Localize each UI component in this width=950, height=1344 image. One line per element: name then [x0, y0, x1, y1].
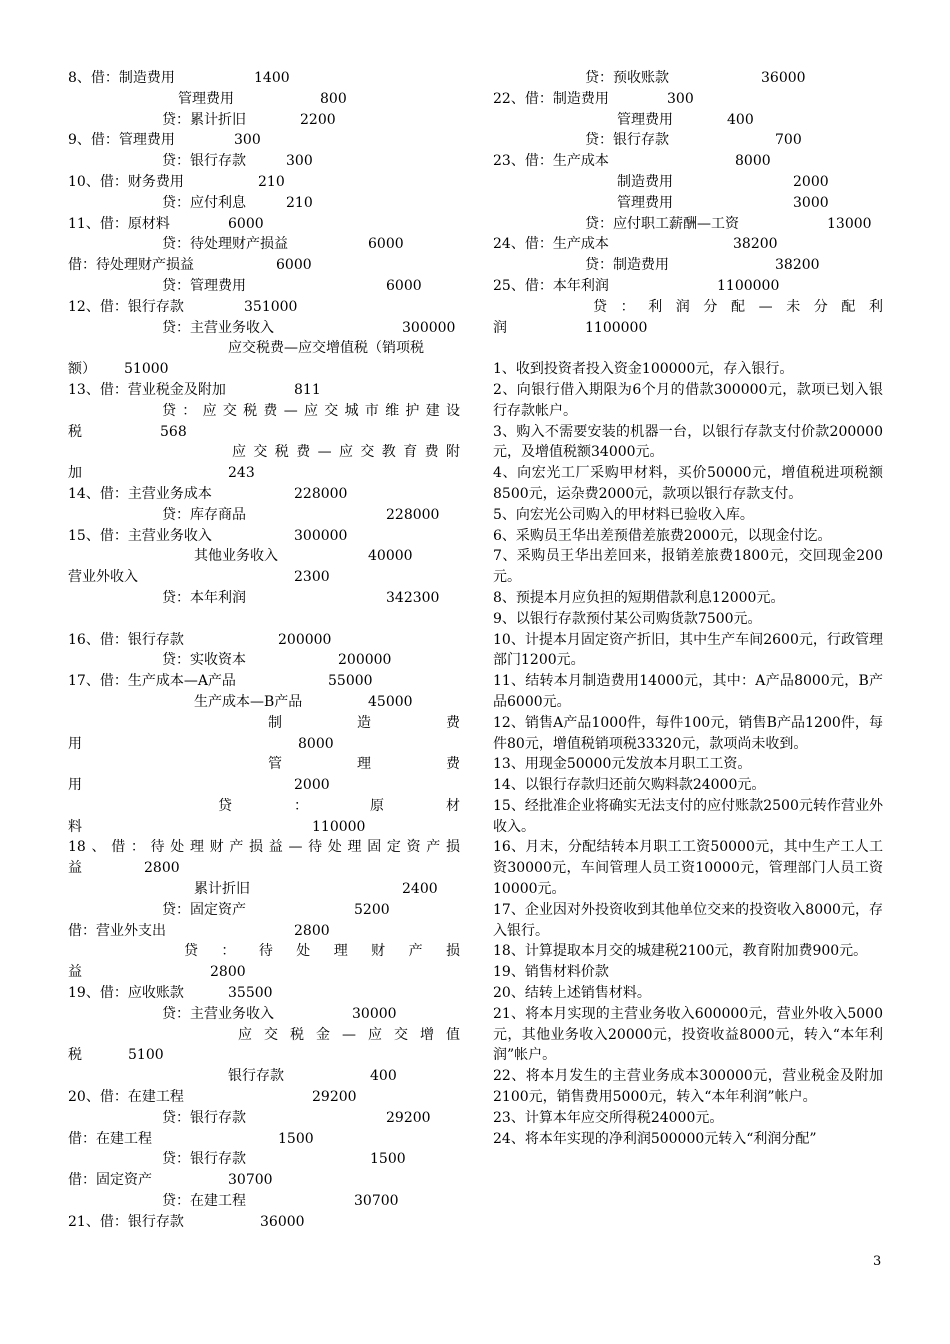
entry-line: 贷：原材: [218, 797, 460, 814]
problem-item: 16、月末，分配结转本月职工工资50000元，其中生产工人工资30000元，车间管理人员工资10000元，管理部门人员工资10000元。: [493, 839, 883, 898]
entry-line: 应交税金—应交增值: [238, 1026, 460, 1043]
entry-line: 17、借：生产成本—A产品 55000: [68, 673, 373, 690]
entry-line: 13、借：营业税金及附加 811: [68, 381, 321, 398]
entry-line: 制造费用 2000: [617, 173, 829, 190]
problem-item: 9、以银行存款预付某公司购货款7500元。: [493, 610, 762, 627]
entry-line: 20、借：在建工程 29200: [68, 1089, 357, 1106]
problem-item: 4、向宏光工厂采购甲材料，买价50000元，增值税进项税额8500元，运杂费2000元，款项以银行存款支付。: [493, 465, 883, 502]
entry-line: 21、借：银行存款 36000: [68, 1213, 305, 1230]
problem-item: 17、企业因对外投资收到其他单位交来的投资收入8000元，存入银行。: [493, 901, 883, 939]
entry-line: 益 2800: [68, 964, 246, 981]
entry-line: 管理费用 3000: [617, 194, 829, 211]
entry-line: 9、借：管理费用 300: [68, 132, 261, 149]
blank-line: [68, 609, 460, 630]
entry-line: 润 1100000: [493, 319, 648, 336]
entry-line: 加 243: [68, 465, 255, 482]
entry-line: 贷：应付利息 210: [162, 194, 313, 211]
entry-line: 应交税费—应交增值税（销项税: [228, 340, 424, 357]
entry-line: 营业外收入 2300: [68, 569, 330, 586]
entry-line: 贷：待处理财产损: [184, 943, 460, 960]
entry-line: 贷：本年利润 342300: [162, 589, 440, 606]
entry-line: 贷：管理费用 6000: [162, 277, 422, 294]
problem-item: 8、预提本月应负担的短期借款利息12000元。: [493, 589, 785, 606]
entry-line: 贷：利润分配—未分配利: [593, 298, 883, 315]
problem-item: 18、计算提取本月交的城建税2100元，教育附加费900元。: [493, 943, 868, 960]
entry-line: 管理费用 400: [617, 111, 754, 128]
problem-item: 20、结转上述销售材料。: [493, 985, 651, 1002]
page-number: 3: [873, 1254, 882, 1269]
problem-item: 15、经批准企业将确实无法支付的应付账款2500元转作营业外收入。: [493, 797, 883, 835]
entry-line: 贷：应交税费—应交城市维护建设: [162, 402, 460, 419]
entry-line: 借：固定资产 30700: [68, 1172, 273, 1189]
entry-line: 15、借：主营业务收入 300000: [68, 527, 348, 544]
entry-line: 贷：在建工程 30700: [162, 1193, 399, 1210]
problem-item: 23、计算本年应交所得税24000元。: [493, 1109, 724, 1126]
entry-line: 税 5100: [68, 1047, 164, 1064]
entry-line: 借：营业外支出 2800: [68, 922, 330, 939]
entry-line: 贷：应付职工薪酬—工资 13000: [585, 215, 872, 232]
entry-line: 贷：银行存款 1500: [162, 1151, 406, 1168]
entry-line: 22、借：制造费用 300: [493, 90, 694, 107]
entry-line: 贷：银行存款 700: [585, 132, 802, 149]
entry-line: 益 2800: [68, 860, 180, 877]
left-column-journal-entries: [68, 68, 460, 1233]
entry-line: 借：待处理财产损益 6000: [68, 257, 312, 274]
problem-item: 2、向银行借入期限为6个月的借款300000元，款项已划入银行存款帐户。: [493, 381, 883, 419]
entry-line: 生产成本—B产品 45000: [194, 693, 413, 710]
entry-line: 银行存款 400: [228, 1068, 397, 1085]
entry-line: 额） 51000: [68, 361, 169, 378]
blank-line: [493, 338, 883, 359]
entry-line: 贷：固定资产 5200: [162, 901, 390, 918]
entry-line: 16、借：银行存款 200000: [68, 631, 332, 648]
problem-item: 11、结转本月制造费用14000元，其中：A产品8000元，B产品6000元。: [493, 673, 883, 710]
entry-line: 用 8000: [68, 735, 334, 752]
problem-item: 19、销售材料价款: [493, 964, 609, 981]
entry-line: 管理费: [268, 756, 460, 773]
entry-line: 14、借：主营业务成本 228000: [68, 485, 348, 502]
entry-line: 贷：累计折旧 2200: [162, 111, 336, 128]
entry-line: 贷：主营业务收入 30000: [162, 1005, 397, 1022]
problem-item: 5、向宏光公司购入的甲材料已验收入库。: [493, 506, 754, 523]
entry-line: 10、借：财务费用 210: [68, 173, 285, 190]
problem-item: 21、将本月实现的主营业务收入600000元，营业外收入5000元，其他业务收入20000元，投资收益8000元，转入“本年利润”帐户。: [493, 1005, 883, 1064]
problem-item: 12、销售A产品1000件，每件100元，销售B产品1200件，每件80元，增值税销项税33320元，款项尚未收到。: [493, 714, 883, 752]
problem-item: 10、计提本月固定资产折旧，其中生产车间2600元，行政管理部门1200元。: [493, 631, 883, 669]
entry-line: 贷：待处理财产损益 6000: [162, 236, 404, 253]
problem-item: 22、将本月发生的主营业务成本300000元，营业税金及附加2100元，销售费用5000元，转入“本年利润”帐户。: [493, 1068, 883, 1106]
entry-line: 贷：主营业务收入 300000: [162, 319, 456, 336]
problem-item: 13、用现金50000元发放本月职工工资。: [493, 756, 752, 773]
entry-line: 12、借：银行存款 351000: [68, 298, 298, 315]
entry-line: 贷：库存商品 228000: [162, 506, 440, 523]
entry-line: 18、借：待处理财产损益—待处理固定资产损: [68, 839, 460, 856]
problem-item: 14、以银行存款归还前欠购料款24000元。: [493, 777, 766, 794]
entry-line: 累计折旧 2400: [194, 881, 438, 898]
entry-line: 贷：银行存款 300: [162, 153, 313, 170]
entry-line: 借：在建工程 1500: [68, 1130, 314, 1147]
entry-line: 用 2000: [68, 777, 330, 794]
entry-line: 管理费用 800: [178, 90, 347, 107]
entry-line: 19、借：应收账款 35500: [68, 985, 273, 1002]
entry-line: 应交税费—应交教育费附: [232, 444, 460, 461]
entry-line: 制造费: [268, 714, 460, 731]
problem-item: 7、采购员王华出差回来，报销差旅费1800元，交回现金200元。: [493, 548, 883, 586]
entry-line: 贷：银行存款 29200: [162, 1109, 431, 1126]
entry-line: 税 568: [68, 423, 187, 440]
right-column: [493, 68, 883, 1149]
entry-line: 8、借：制造费用 1400: [68, 70, 290, 86]
problem-item: 1、收到投资者投入资金100000元，存入银行。: [493, 361, 794, 378]
entry-line: 23、借：生产成本 8000: [493, 153, 771, 170]
entry-line: 贷：预收账款 36000: [585, 70, 806, 86]
entry-line: 料 110000: [68, 818, 366, 835]
entry-line: 11、借：原材料 6000: [68, 215, 264, 232]
problem-item: 24、将本年实现的净利润500000元转入“利润分配”: [493, 1130, 817, 1147]
problem-item: 3、购入不需要安装的机器一台，以银行存款支付价款200000元，及增值税额34000元。: [493, 423, 883, 461]
entry-line: 贷：制造费用 38200: [585, 257, 820, 274]
entry-line: 贷：实收资本 200000: [162, 652, 392, 669]
problem-item: 6、采购员王华出差预借差旅费2000元，以现金付讫。: [493, 527, 832, 544]
entry-line: 24、借：生产成本 38200: [493, 236, 778, 253]
entry-line: 25、借：本年利润 1100000: [493, 277, 780, 294]
entry-line: 其他业务收入 40000: [194, 548, 413, 565]
